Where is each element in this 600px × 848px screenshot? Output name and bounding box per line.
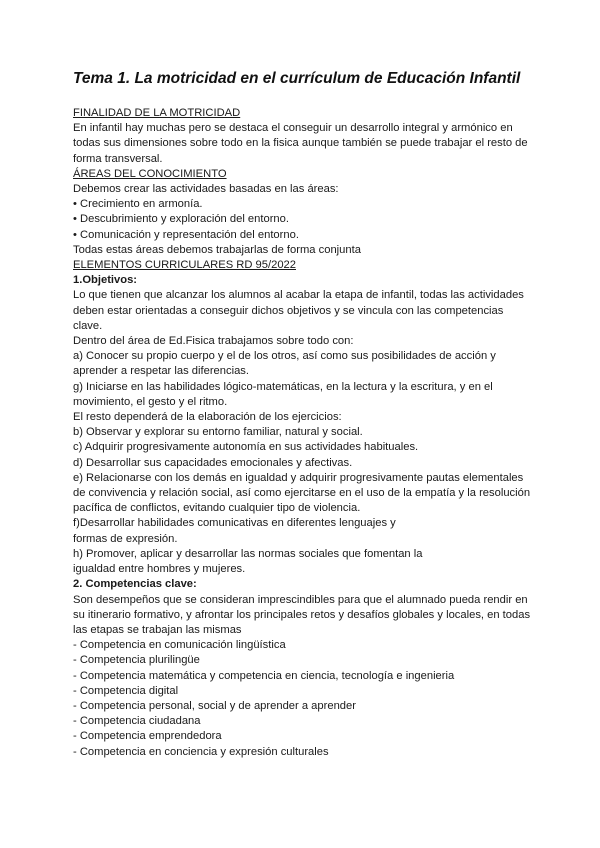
list-item: - Competencia digital <box>73 684 179 697</box>
elementos-heading: ELEMENTOS CURRICULARES RD 95/2022 <box>73 259 296 272</box>
areas-heading: ÁREAS DEL CONOCIMIENTO <box>73 167 227 180</box>
text-line: e) Relacionarse con los demás en igualdad y adquirir progresivamente pautas elementales <box>73 471 524 484</box>
competencias-intro <box>73 593 543 639</box>
text-line: aprender a respetar las diferencias. <box>73 365 249 378</box>
text-line: c) Adquirir progresivamente autonomía en sus actividades habituales. <box>73 441 419 454</box>
competencias-heading: 2. Competencias clave: <box>73 578 197 591</box>
areas-list <box>73 197 543 243</box>
list-item: • Descubrimiento y exploración del entorno. <box>73 213 289 226</box>
text-line: forma transversal. <box>73 152 163 165</box>
list-item: • Comunicación y representación del entorno. <box>73 228 299 241</box>
areas-intro: Debemos crear las actividades basadas en las áreas: <box>73 183 339 196</box>
document-title: Tema 1. La motricidad en el currículum de Educación Infantil <box>73 70 521 87</box>
list-item: - Competencia ciudadana <box>73 715 201 728</box>
list-item: - Competencia en comunicación lingüística <box>73 639 286 652</box>
areas-outro: Todas estas áreas debemos trabajarlas de forma conjunta <box>73 243 361 256</box>
list-item: - Competencia emprendedora <box>73 730 222 743</box>
text-line: movimiento, el gesto y el ritmo. <box>73 395 228 408</box>
text-line: f)Desarrollar habilidades comunicativas en diferentes lenguajes y <box>73 517 396 530</box>
text-line: Dentro del área de Ed.Fisica trabajamos sobre todo con: <box>73 335 354 348</box>
text-line: g) Iniciarse en las habilidades lógico-matemáticas, en la lectura y la escritura, y en el <box>73 380 493 393</box>
competencias-list <box>73 638 543 760</box>
list-item: - Competencia personal, social y de aprender a aprender <box>73 699 356 712</box>
text-line: d) Desarrollar sus capacidades emocionales y afectivas. <box>73 456 353 469</box>
text-line: El resto dependerá de la elaboración de los ejercicios: <box>73 411 342 424</box>
finalidad-paragraph <box>73 121 543 167</box>
text-line: Lo que tienen que alcanzar los alumnos al acabar la etapa de infantil, todas las actividades <box>73 289 524 302</box>
document-page <box>73 70 543 760</box>
list-item: - Competencia en conciencia y expresión culturales <box>73 745 329 758</box>
objetivos-heading: 1.Objetivos: <box>73 274 138 287</box>
text-line: todas sus dimensiones sobre todo en la fisica aunque también se puede trabajar el resto de <box>73 137 528 150</box>
list-item: - Competencia matemática y competencia en ciencia, tecnología e ingenieria <box>73 669 455 682</box>
objetivos-paragraph <box>73 288 543 577</box>
text-line: a) Conocer su propio cuerpo y el de los otros, así como sus posibilidades de acción y <box>73 350 496 363</box>
text-line: b) Observar y explorar su entorno familiar, natural y social. <box>73 426 363 439</box>
text-line: de convivencia y relación social, así como ejercitarse en el uso de la empatía y la resolución <box>73 487 531 500</box>
list-item: • Crecimiento en armonía. <box>73 198 203 211</box>
finalidad-heading: FINALIDAD DE LA MOTRICIDAD <box>73 107 241 119</box>
text-line: h) Promover, aplicar y desarrollar las normas sociales que fomentan la <box>73 547 423 560</box>
list-item: - Competencia plurilingüe <box>73 654 200 667</box>
text-line: En infantil hay muchas pero se destaca el conseguir un desarrollo integral y armónico en <box>73 122 513 135</box>
text-line: clave. <box>73 319 103 332</box>
text-line: Son desempeños que se consideran imprescindibles para que el alumnado pueda rendir en <box>73 593 528 606</box>
text-line: las etapas se trabajan las mismas <box>73 623 242 636</box>
text-line: pacífica de conflictos, evitando cualquier tipo de violencia. <box>73 502 361 515</box>
text-line: igualdad entre hombres y mujeres. <box>73 563 246 576</box>
text-line: deben estar orientadas a conseguir dichos objetivos y se vincula con las competencias <box>73 304 504 317</box>
text-line: formas de expresión. <box>73 532 178 545</box>
text-line: su itinerario formativo, y afrontar los principales retos y desafíos globales y locales, en todas <box>73 608 531 621</box>
